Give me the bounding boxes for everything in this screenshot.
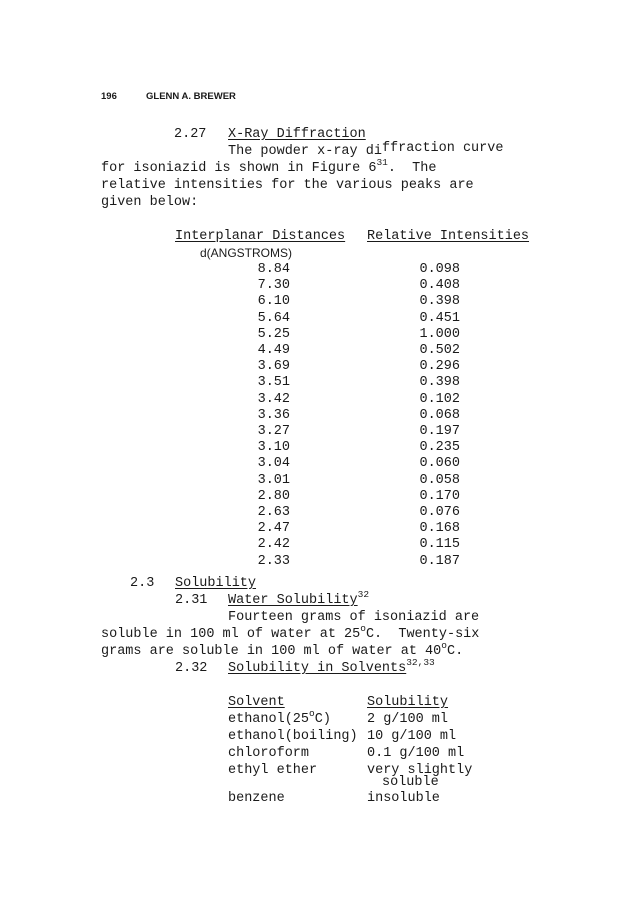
reference-superscript: 31 [376, 157, 388, 168]
intensity-cell: 0.451 [419, 310, 460, 326]
section-number-2-3: 2.3 [130, 576, 155, 591]
d-spacing-cell: 3.42 [257, 391, 290, 407]
intensity-cell: 0.115 [419, 537, 460, 553]
d-spacing-cell: 3.27 [257, 424, 290, 439]
table-header-solubility: Solubility [367, 695, 449, 710]
intensity-cell: 0.058 [419, 472, 460, 488]
intensity-cell: 0.398 [419, 294, 460, 310]
reference-superscript: 32 [357, 589, 370, 600]
intensity-cell: 0.235 [419, 440, 460, 456]
intensity-cell: 0.102 [419, 391, 460, 407]
subsection-number-2-31: 2.31 [175, 593, 208, 608]
solubility-cell-continued: soluble [382, 775, 439, 790]
d-spacing-cell: 3.69 [257, 359, 290, 375]
subsection-title-water: Water Solubility$^{32}$ [228, 589, 370, 608]
d-spacing-cell: 2.47 [257, 521, 290, 537]
intensity-cell: 0.170 [419, 488, 460, 504]
page-number: 196 [101, 91, 117, 102]
subsection-title-solvents: Solubility in Solvents$^{32,33}$ [228, 657, 435, 676]
intensity-cell: 0.098 [419, 262, 460, 277]
paragraph-line: soluble in 100 ml of water at 25$^o$C. Twenty-six [101, 623, 480, 642]
d-spacing-cell: 8.84 [257, 262, 290, 277]
solvent-cell: ethanol(25$^o$C) [228, 708, 331, 727]
paragraph-line: for isoniazid is shown in Figure $6^{31}$. The [101, 157, 437, 176]
solubility-cell: insoluble [367, 791, 440, 806]
solubility-cell: 0.1 g/100 ml [367, 746, 465, 761]
solubility-cell: 2 g/100 ml [367, 712, 449, 727]
paragraph-line: The powder x-ray diffraction curve [228, 141, 504, 159]
intensity-cell: 0.076 [419, 505, 460, 520]
paragraph-line: given below: [101, 195, 199, 210]
section-title-solubility: Solubility [175, 576, 257, 591]
solvent-cell: ethanol(boiling) [228, 729, 358, 744]
reference-superscript: 32,33 [406, 657, 435, 668]
d-spacing-cell: 2.42 [257, 537, 290, 553]
table-subheader-units: d(ANGSTROMS) [200, 246, 293, 260]
running-author: GLENN A. BREWER [146, 91, 236, 102]
intensity-cell: 1.000 [419, 326, 460, 342]
solubility-cell: 10 g/100 ml [367, 729, 457, 744]
intensity-cell: 0.197 [419, 424, 460, 439]
intensity-cell: 0.408 [419, 278, 460, 294]
intensity-cell: 0.068 [419, 407, 460, 423]
intensity-cell: 0.296 [419, 359, 460, 375]
d-spacing-cell: 3.36 [257, 407, 290, 423]
paragraph-line: Fourteen grams of isoniazid are [228, 610, 480, 625]
intensity-cell: 0.398 [419, 375, 460, 391]
d-spacing-cell: 2.80 [257, 488, 290, 504]
d-spacing-cell: 2.63 [257, 505, 290, 520]
table-header-solvent: Solvent [228, 695, 285, 710]
d-spacing-cell: 3.51 [257, 375, 290, 391]
table-header-interplanar: Interplanar Distances [175, 229, 346, 244]
d-spacing-cell: 3.10 [257, 440, 290, 456]
section-number-2-27: 2.27 [174, 127, 207, 142]
d-spacing-cell: 5.25 [257, 326, 290, 342]
section-title-xray: X-Ray Diffraction [228, 127, 366, 142]
d-spacing-cell: 7.30 [257, 278, 290, 294]
solvent-cell: ethyl ether [228, 763, 318, 778]
d-spacing-cell: 6.10 [257, 294, 290, 310]
subsection-number-2-32: 2.32 [175, 661, 208, 676]
intensity-cell: 0.502 [419, 343, 460, 358]
paragraph-line: relative intensities for the various peaks are [101, 178, 474, 193]
d-spacing-cell: 3.04 [257, 456, 290, 472]
intensity-cell: 0.168 [419, 521, 460, 537]
intensity-cell: 0.187 [419, 553, 460, 569]
intensity-cell: 0.060 [419, 456, 460, 472]
solvent-cell: benzene [228, 791, 285, 806]
d-spacing-cell: 2.33 [257, 553, 290, 569]
table-header-intensity: Relative Intensities [367, 229, 530, 244]
paragraph-line: grams are soluble in 100 ml of water at 40$^o$C. [101, 640, 464, 659]
solubility-cell: very slightly [367, 763, 473, 778]
d-spacing-cell: 4.49 [257, 343, 290, 358]
d-spacing-cell: 3.01 [257, 472, 290, 488]
solvent-cell: chloroform [228, 746, 310, 761]
d-spacing-cell: 5.64 [257, 310, 290, 326]
